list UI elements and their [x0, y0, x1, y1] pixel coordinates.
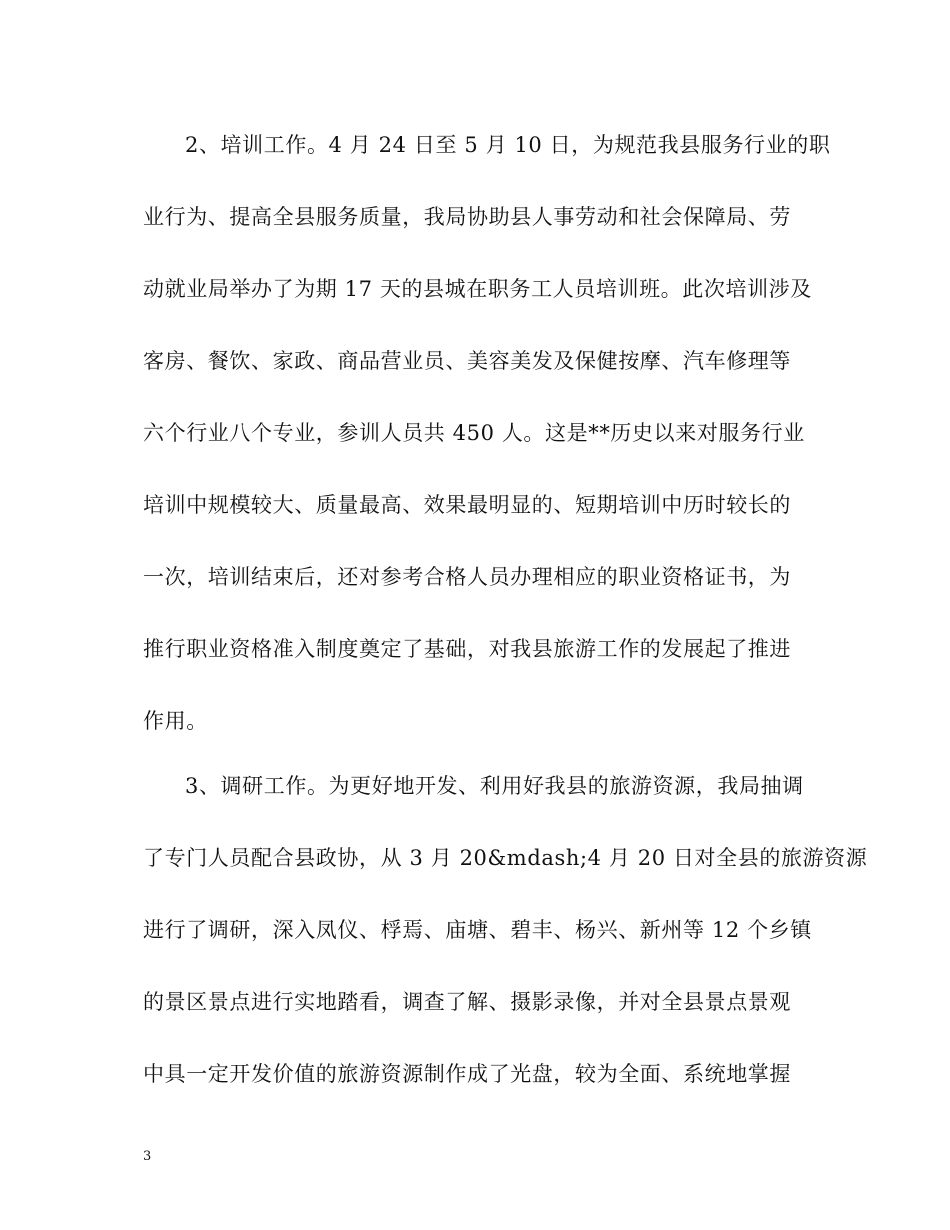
- paragraph-2-line-5: 中具一定开发价值的旅游资源制作成了光盘，较为全面、系统地掌握: [143, 1062, 791, 1086]
- paragraph-1-line-1: 2、培训工作。4 月 24 日至 5 月 10 日，为规范我县服务行业的职: [185, 133, 831, 157]
- paragraph-1-line-5: 六个行业八个专业，参训人员共 450 人。这是**历史以来对服务行业: [143, 421, 805, 445]
- paragraph-1-line-2: 业行为、提高全县服务质量，我局协助县人事劳动和社会保障局、劳: [143, 205, 791, 229]
- paragraph-1-line-3: 动就业局举办了为期 17 天的县城在职务工人员培训班。此次培训涉及: [143, 277, 812, 301]
- paragraph-2-line-4: 的景区景点进行实地踏看，调查了解、摄影录像，并对全县景点景观: [143, 990, 791, 1014]
- paragraph-2-line-3: 进行了调研，深入凤仪、桴焉、庙塘、碧丰、杨兴、新州等 12 个乡镇: [143, 918, 812, 942]
- paragraph-1-line-6: 培训中规模较大、质量最高、效果最明显的、短期培训中历时较长的: [143, 493, 791, 517]
- paragraph-2-line-2: 了专门人员配合县政协，从 3 月 20&mdash;4 月 20 日对全县的旅游资源: [143, 846, 868, 870]
- paragraph-2-line-1: 3、调研工作。为更好地开发、利用好我县的旅游资源，我局抽调: [185, 774, 804, 798]
- paragraph-1-line-8: 推行职业资格准入制度奠定了基础，对我县旅游工作的发展起了推进: [143, 637, 791, 661]
- paragraph-1-line-7: 一次，培训结束后，还对参考合格人员办理相应的职业资格证书，为: [143, 565, 791, 589]
- page-number: 3: [143, 1149, 152, 1164]
- paragraph-1-line-9: 作用。: [143, 709, 208, 733]
- paragraph-1-line-4: 客房、餐饮、家政、商品营业员、美容美发及保健按摩、汽车修理等: [143, 349, 791, 373]
